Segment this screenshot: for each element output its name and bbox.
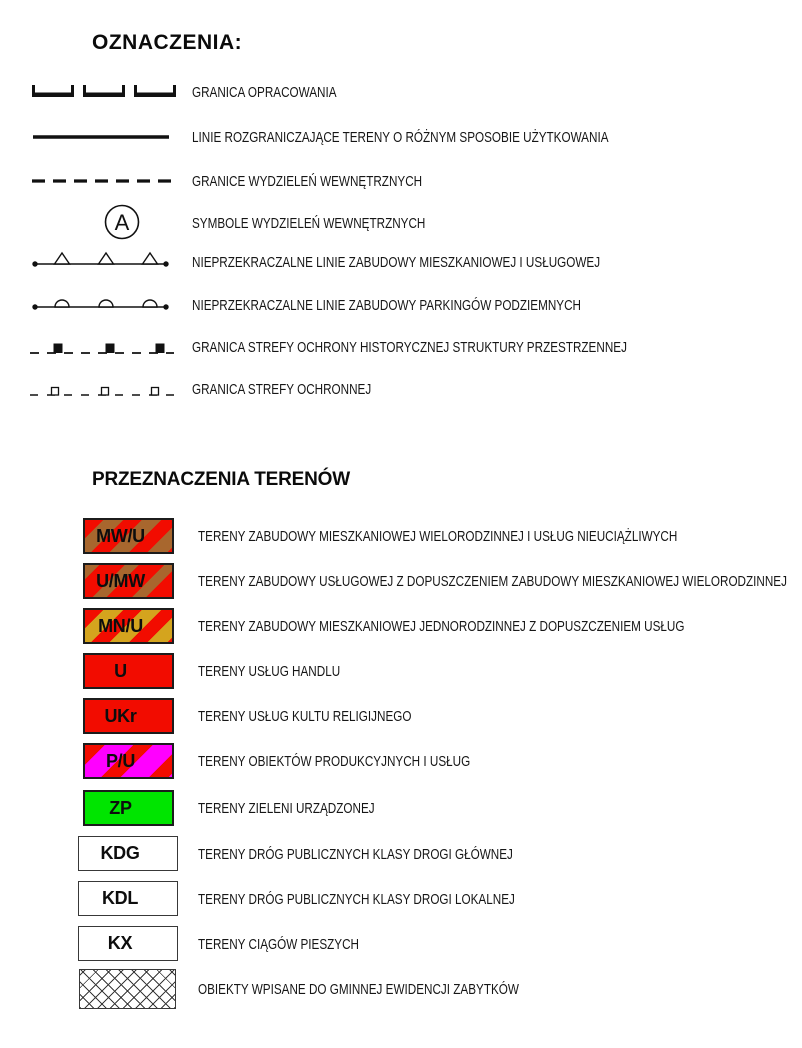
markings-section-title: OZNACZENIA: [92,31,243,54]
dividing-line-icon [28,122,180,152]
land-use-label: TERENY USŁUG KULTU RELIGIJNEGO [198,707,412,725]
land-use-label: OBIEKTY WPISANE DO GMINNEJ EWIDENCJI ZABYTKÓW [198,980,519,998]
legend-row-label: LINIE ROZGRANICZAJĄCE TERENY O RÓŻNYM SPOSOBIE UŻYTKOWANIA [192,128,609,146]
swatch-heritage-crosshatch [79,969,176,1009]
land-use-label: TERENY USŁUG HANDLU [198,662,341,680]
land-use-label: TERENY DRÓG PUBLICZNYCH KLASY DROGI GŁÓWNEJ [198,845,513,863]
legend-row-label: NIEPRZEKRACZALNE LINIE ZABUDOWY PARKINGÓW PODZIEMNYCH [192,296,581,314]
swatch-kdg: KDG [78,836,178,871]
swatch-kdl: KDL [78,881,178,916]
land-use-label: TERENY ZABUDOWY MIESZKANIOWEJ WIELORODZINNEJ I USŁUG NIEUCIĄŻLIWYCH [198,527,678,545]
swatch-ukr: UKr [83,698,174,734]
swatch-zp: ZP [83,790,174,826]
swatch-kx: KX [78,926,178,961]
legend-row-label: SYMBOLE WYDZIELEŃ WEWNĘTRZNYCH [192,214,426,232]
land-use-section-title: PRZEZNACZENIA TERENÓW [92,469,350,490]
land-use-label: TERENY ZABUDOWY MIESZKANIOWEJ JEDNORODZINNEJ Z DOPUSZCZENIEM USŁUG [198,617,685,635]
swatch-u: U [83,653,174,689]
protection-zone-line-icon [28,374,180,404]
historic-protection-zone-line-icon [28,332,180,362]
swatch-mwu: MW/U [83,518,174,554]
legend-row-label: GRANICE WYDZIELEŃ WEWNĘTRZNYCH [192,172,423,190]
legend-row-label: NIEPRZEKRACZALNE LINIE ZABUDOWY MIESZKANIOWEJ I USŁUGOWEJ [192,253,601,271]
swatch-pu: P/U [83,743,174,779]
land-use-label: TERENY OBIEKTÓW PRODUKCYJNYCH I USŁUG [198,752,471,770]
swatch-mnu: MN/U [83,608,174,644]
land-use-label: TERENY ZIELENI URZĄDZONEJ [198,799,375,817]
land-use-label: TERENY DRÓG PUBLICZNYCH KLASY DROGI LOKALNEJ [198,890,515,908]
land-use-label: TERENY CIĄGÓW PIESZYCH [198,935,360,953]
building-limit-triangles-line-icon [28,247,180,277]
svg-text:A: A [114,210,130,235]
legend-row-label: GRANICA OPRACOWANIA [192,83,337,101]
swatch-umw: U/MW [83,563,174,599]
internal-division-symbol-icon [28,202,180,242]
legend-row-label: GRANICA STREFY OCHRONNEJ [192,380,372,398]
building-limit-semicircles-line-icon [28,290,180,320]
internal-division-line-icon [28,166,180,196]
land-use-label: TERENY ZABUDOWY USŁUGOWEJ Z DOPUSZCZENIEM ZABUDOWY MIESZKANIOWEJ WIELORODZINNEJ [198,572,787,590]
legend-row-label: GRANICA STREFY OCHRONY HISTORYCZNEJ STRUKTURY PRZESTRZENNEJ [192,338,627,356]
study-area-boundary-line-icon [28,77,180,107]
